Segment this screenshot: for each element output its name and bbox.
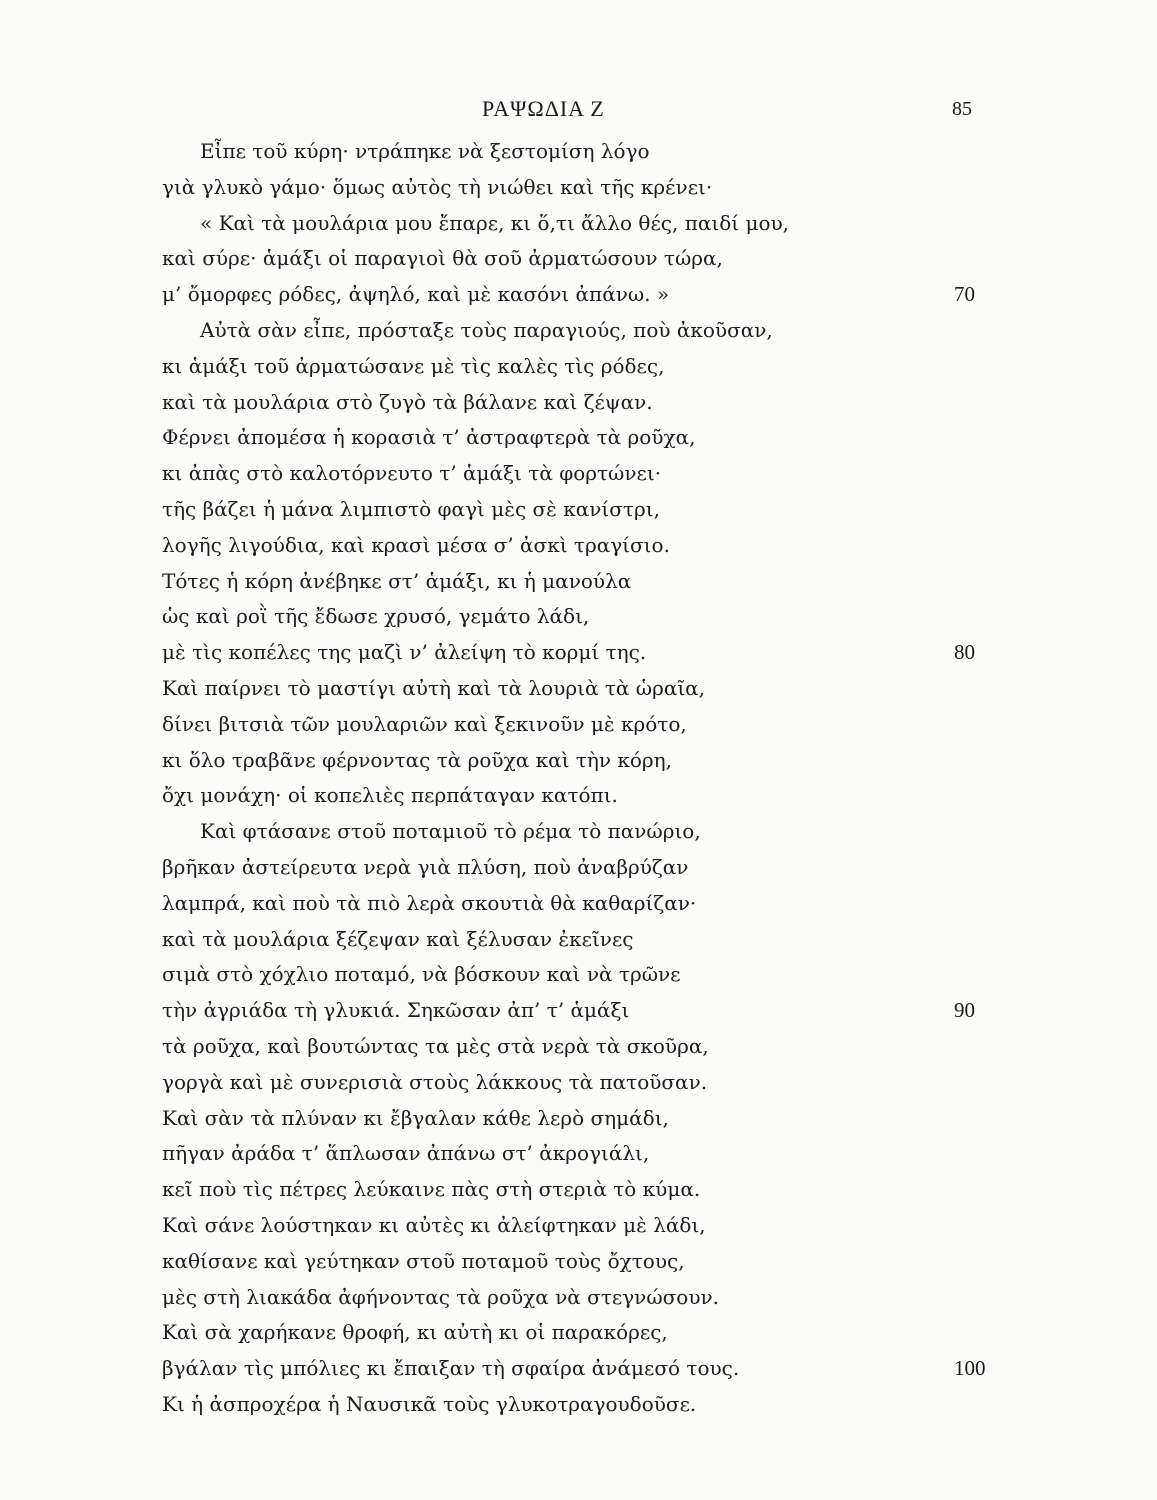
verse-text: Τότες ἡ κόρη ἀνέβηκε στ’ ἁμάξι, κι ἡ μανούλα [162, 568, 632, 593]
verse-line [0, 456, 1157, 492]
verse-line [0, 134, 1157, 170]
verse-line [0, 743, 1157, 779]
verse-line [0, 1136, 1157, 1172]
verse-text: κεῖ ποὺ τὶς πέτρες λεύκαινε πὰς στὴ στεριὰ τὸ κύμα. [162, 1177, 701, 1202]
verse-text: σιμὰ στὸ χόχλιο ποταμό, νὰ βόσκουν καὶ νὰ τρῶνε [162, 962, 681, 987]
verse-line [0, 564, 1157, 600]
verse-line [0, 313, 1157, 349]
verse-line [0, 1029, 1157, 1065]
verse-text: Αὐτὰ σὰν εἶπε, πρόσταξε τοὺς παραγιούς, ποὺ ἀκοῦσαν, [200, 317, 773, 342]
verse-line [0, 635, 1157, 671]
line-number: 70 [954, 282, 975, 307]
verse-block [0, 134, 1157, 1423]
verse-text: τὴν ἀγριάδα τὴ γλυκιά. Σηκῶσαν ἀπ’ τ’ ἁμάξι [162, 998, 630, 1023]
verse-text: βρῆκαν ἀστείρευτα νερὰ γιὰ πλύση, ποὺ ἀναβρύζαν [162, 854, 689, 879]
verse-text: Καὶ φτάσανε στοῦ ποταμιοῦ τὸ ρέμα τὸ πανώριο, [200, 819, 701, 844]
verse-line [0, 671, 1157, 707]
verse-text: δίνει βιτσιὰ τῶν μουλαριῶν καὶ ξεκινοῦν μὲ κρότο, [162, 711, 687, 736]
verse-line [0, 349, 1157, 385]
verse-text: Καὶ παίρνει τὸ μαστίγι αὐτὴ καὶ τὰ λουριὰ τὰ ὡραῖα, [162, 675, 706, 700]
verse-line [0, 420, 1157, 456]
line-number: 100 [954, 1356, 986, 1381]
verse-text: τὰ ροῦχα, καὶ βουτώντας τα μὲς στὰ νερὰ τὰ σκοῦρα, [162, 1033, 709, 1058]
verse-line [0, 277, 1157, 313]
verse-text: Καὶ σὰν τὰ πλύναν κι ἔβγαλαν κάθε λερὸ σημάδι, [162, 1105, 669, 1130]
verse-line [0, 1351, 1157, 1387]
verse-text: βγάλαν τὶς μπόλιες κι ἔπαιξαν τὴ σφαίρα ἀνάμεσό τους. [162, 1356, 740, 1381]
verse-text: λαμπρά, καὶ ποὺ τὰ πιὸ λερὰ σκουτιὰ θὰ καθαρίζαν· [162, 890, 697, 915]
verse-line [0, 170, 1157, 206]
verse-text: μ’ ὄμορφες ρόδες, ἀψηλό, καὶ μὲ κασόνι ἀπάνω. » [162, 282, 670, 307]
verse-text: καὶ τὰ μουλάρια στὸ ζυγὸ τὰ βάλανε καὶ ζέψαν. [162, 389, 653, 414]
verse-text: καὶ τὰ μουλάρια ξέζεψαν καὶ ξέλυσαν ἐκεῖνες [162, 926, 634, 951]
verse-line [0, 206, 1157, 242]
verse-text: καθίσανε καὶ γεύτηκαν στοῦ ποταμοῦ τοὺς ὄχτους, [162, 1248, 685, 1273]
verse-line [0, 957, 1157, 993]
verse-line [0, 1244, 1157, 1280]
verse-text: τῆς βάζει ἡ μάνα λιμπιστὸ φαγὶ μὲς σὲ κανίστρι, [162, 496, 660, 521]
line-number: 90 [954, 998, 975, 1023]
verse-line [0, 922, 1157, 958]
verse-line [0, 1387, 1157, 1423]
verse-text: γοργὰ καὶ μὲ συνερισιὰ στοὺς λάκκους τὰ πατοῦσαν. [162, 1069, 708, 1094]
chapter-title: ΡΑΨΩΔΙΑ Ζ [482, 96, 605, 121]
verse-text: Καὶ σὰ χαρήκανε θροφή, κι αὐτὴ κι οἱ παρακόρες, [162, 1320, 668, 1345]
verse-text: πῆγαν ἀράδα τ’ ἅπλωσαν ἀπάνω στ’ ἀκρογιάλι, [162, 1141, 650, 1166]
verse-line [0, 850, 1157, 886]
verse-line [0, 993, 1157, 1029]
verse-text: Εἶπε τοῦ κύρη· ντράπηκε νὰ ξεστομίση λόγο [200, 139, 650, 163]
verse-line [0, 886, 1157, 922]
verse-line [0, 814, 1157, 850]
verse-text: κι ὅλο τραβᾶνε φέρνοντας τὰ ροῦχα καὶ τὴν κόρη, [162, 747, 672, 772]
verse-text: κι ἁμάξι τοῦ ἀρματώσανε μὲ τὶς καλὲς τὶς ρόδες, [162, 353, 665, 378]
verse-line [0, 1065, 1157, 1101]
verse-text: Κι ἡ ἀσπροχέρα ἡ Ναυσικᾶ τοὺς γλυκοτραγουδοῦσε. [162, 1391, 697, 1416]
verse-text: μὲς στὴ λιακάδα ἀφήνοντας τὰ ροῦχα νὰ στεγνώσουν. [162, 1284, 720, 1309]
verse-line [0, 492, 1157, 528]
line-number: 80 [954, 640, 975, 665]
verse-line [0, 599, 1157, 635]
verse-line [0, 1172, 1157, 1208]
verse-line [0, 528, 1157, 564]
verse-text: Φέρνει ἀπομέσα ἡ κορασιὰ τ’ ἀστραφτερὰ τὰ ροῦχα, [162, 425, 696, 450]
verse-line [0, 241, 1157, 277]
verse-text: « Καὶ τὰ μουλάρια μου ἔπαρε, κι ὅ,τι ἄλλο θές, παιδί μου, [200, 210, 790, 235]
verse-text: κι ἀπὰς στὸ καλοτόρνευτο τ’ ἁμάξι τὰ φορτώνει· [162, 461, 662, 486]
running-head [0, 96, 1157, 126]
verse-line [0, 1315, 1157, 1351]
verse-text: ὄχι μονάχη· οἱ κοπελιὲς περπάταγαν κατόπι. [162, 783, 618, 808]
verse-line [0, 385, 1157, 421]
verse-line [0, 778, 1157, 814]
verse-line [0, 1280, 1157, 1316]
verse-text: ὡς καὶ ροῒ τῆς ἔδωσε χρυσό, γεμάτο λάδι, [162, 604, 590, 629]
verse-text: Καὶ σάνε λούστηκαν κι αὐτὲς κι ἀλείφτηκαν μὲ λάδι, [162, 1212, 706, 1237]
page-number: 85 [952, 98, 972, 120]
verse-line [0, 1101, 1157, 1137]
verse-text: μὲ τὶς κοπέλες της μαζὶ ν’ ἀλείψη τὸ κορμί της. [162, 640, 647, 665]
verse-line [0, 1208, 1157, 1244]
verse-text: καὶ σύρε· ἁμάξι οἱ παραγιοὶ θὰ σοῦ ἀρματώσουν τώρα, [162, 246, 723, 271]
verse-line [0, 707, 1157, 743]
verse-text: γιὰ γλυκὸ γάμο· ὅμως αὐτὸς τὴ νιώθει καὶ τῆς κρένει· [162, 174, 713, 199]
verse-text: λογῆς λιγούδια, καὶ κρασὶ μέσα σ’ ἀσκὶ τραγίσιο. [162, 532, 670, 557]
